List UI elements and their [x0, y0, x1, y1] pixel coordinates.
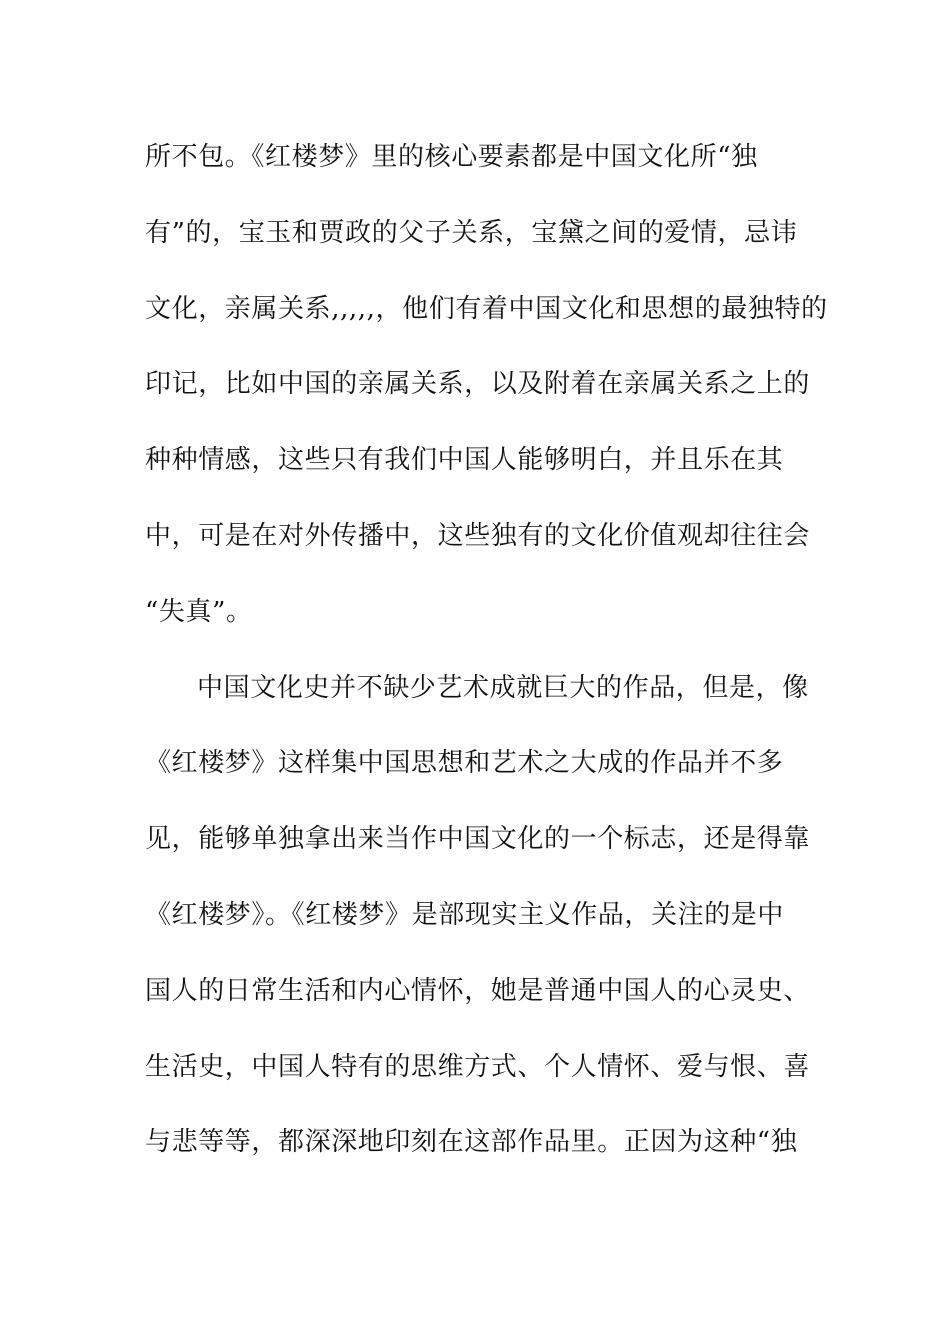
paragraph-start-line: 中国文化史并不缺少艺术成就巨大的作品，但是，像: [197, 672, 809, 703]
text-line: “失真”。: [145, 596, 253, 627]
text-line: 文化，亲属关系,,,,,，他们有着中国文化和思想的最独特的: [145, 293, 828, 324]
body-text: [145, 130, 828, 1191]
text-line: 生活史，中国人特有的思维方式、个人情怀、爱与恨、喜: [145, 1051, 811, 1082]
text-line: 所不包。《红楼梦》里的核心要素都是中国文化所“独: [145, 142, 758, 172]
text-line: 中，可是在对外传播中，这些独有的文化价值观却往往会: [145, 520, 811, 551]
text-line: 与悲等等，都深深地印刻在这部作品里。正因为这种“独: [145, 1127, 798, 1158]
text-line: 见，能够单独拿出来当作中国文化的一个标志，还是得靠: [145, 824, 811, 855]
text-line: 有”的，宝玉和贾政的父子关系，宝黛之间的爱情，忌讳: [145, 217, 798, 248]
text-line: 印记，比如中国的亲属关系，以及附着在亲属关系之上的: [145, 369, 811, 400]
text-line: 《红楼梦》。《红楼梦》是部现实主义作品，关注的是中: [145, 899, 785, 930]
text-line: 国人的日常生活和内心情怀，她是普通中国人的心灵史、: [145, 975, 811, 1006]
text-line: 种种情感，这些只有我们中国人能够明白，并且乐在其: [145, 445, 784, 476]
text-line: 《红楼梦》这样集中国思想和艺术之大成的作品并不多: [145, 748, 784, 779]
